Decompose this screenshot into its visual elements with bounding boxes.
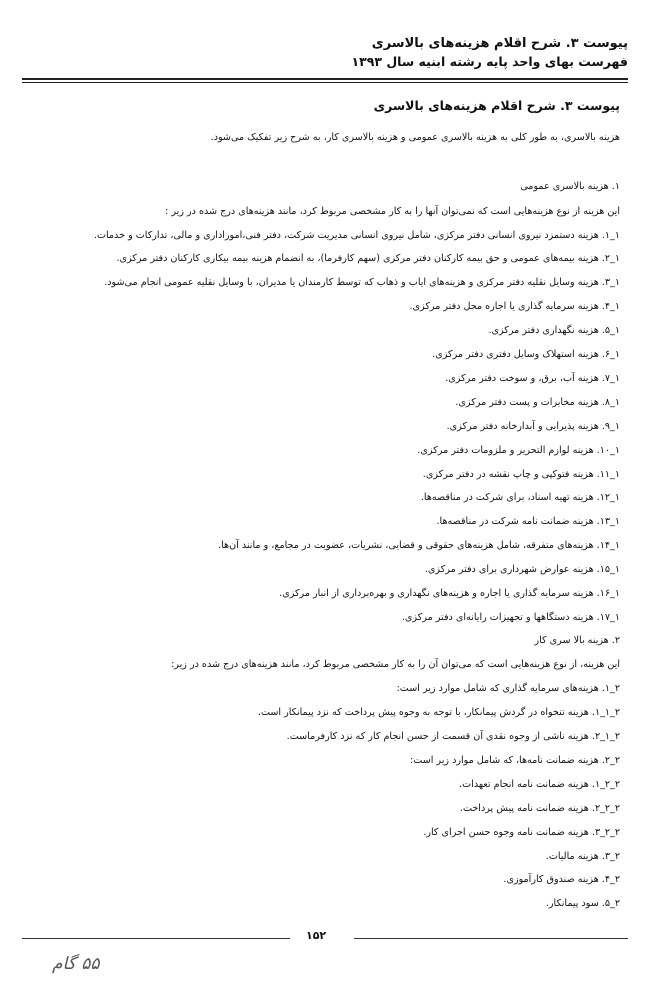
list-item: ۲_۴. هزینه صندوق کارآموزی. [503,874,620,885]
list-item: ۱_۷. هزینه آب، برق، و سوخت دفتر مرکزی. [445,373,620,384]
list-item: ۲_۲. هزینه ضمانت نامه‌ها، که شامل موارد زیر است: [410,755,620,766]
list-item: ۱_۲. هزینه بیمه‌های عمومی و حق بیمه کارکنان دفتر مرکزی (سهم کارفرما)، به انضمام هزینه بیمه بیکاری کارکنان دفتر مرکزی. [116,253,620,264]
page-number: ۱۵۲ [306,929,327,942]
list-item: ۱_۱۷. هزینه دستگاهها و تجهیزات رایانه‌ای دفتر مرکزی. [401,612,620,623]
body-line: این هزینه، از نوع هزینه‌هایی است که می‌توان آن را به کار مشخصی مربوط کرد، مانند هزینه‌های درج شده در زیر: [171,659,620,670]
list-item: ۲_۲_۲. هزینه ضمانت نامه پیش پرداخت. [459,803,620,814]
list-item: ۲_۵. سود پیمانکار. [545,898,620,909]
list-item: ۱_۱۴. هزینه‌های متفرقه، شامل هزینه‌های حقوقی و قضایی، نشریات، عضویت در مجامع، و مانند آن‌ها. [218,540,620,551]
header-rule [22,78,628,80]
list-item: ۲_۱. هزینه‌های سرمایه گذاری که شامل موارد زیر است: [396,683,620,694]
list-item: ۱_۸. هزینه مخابرات و پست دفتر مرکزی. [455,397,620,408]
list-item: ۱_۱۱. هزینه فتوکپی و چاپ نقشه در دفتر مرکزی. [422,469,620,480]
intro-paragraph: هزینه بالاسری، به طور کلی به هزینه بالاسری عمومی و هزینه بالاسری کار، به شرح زیر تفکیک می‌شود. [210,132,620,143]
handwritten-note: ۵۵ گام [52,954,100,974]
list-item: ۱_۹. هزینه پذیرایی و آبدارخانه دفتر مرکزی. [446,421,620,432]
list-item: ۱_۱۳. هزینه ضمانت نامه شرکت در مناقصه‌ها. [436,516,620,527]
list-item: ۱_۱۵. هزینه عوارض شهرداری برای دفتر مرکزی. [424,564,620,575]
heading-work-overhead: ۲. هزینه بالا سری کار [534,635,620,646]
header-rule-thin [22,82,628,83]
list-item: ۱_۱. هزینه دستمزد نیروی انسانی دفتر مرکزی، شامل نیروی انسانی مدیریت شرکت، دفتر فنی،اموراداری و مالی، تدارکات و خدمات. [93,230,620,241]
list-item: ۲_۲_۳. هزینه ضمانت نامه وجوه حسن اجرای کار. [423,827,620,838]
list-item: ۲_۲_۱. هزینه ضمانت نامه انجام تعهدات. [459,779,620,790]
header-title: پیوست ۳. شرح اقلام هزینه‌های بالاسری [371,36,628,51]
footer-rule-left [22,938,290,939]
body-line: این هزینه از نوع هزینه‌هایی است که نمی‌توان آنها را به کار مشخصی مربوط کرد، مانند هزینه‌های درج شده در زیر : [165,206,620,217]
section-title: پیوست ۳. شرح اقلام هزینه‌های بالاسری [373,98,620,113]
list-item: ۱_۱۶. هزینه سرمایه گذاری یا اجاره و هزینه‌های نگهداری و بهره‌برداری از انبار مرکزی. [279,588,620,599]
header-subtitle: فهرست بهای واحد پایه رشته ابنیه سال ۱۳۹۳ [351,54,628,69]
list-item: ۱_۱۰. هزینه لوازم التحریر و ملزومات دفتر مرکزی. [417,445,620,456]
list-item: ۱_۶. هزینه استهلاک وسایل دفتری دفتر مرکزی. [432,349,620,360]
list-item: ۱_۴. هزینه سرمایه گذاری یا اجاره محل دفتر مرکزی. [409,301,620,312]
list-item: ۱_۱۲. هزینه تهیه اسناد، برای شرکت در مناقصه‌ها. [420,492,620,503]
list-item: ۲_۱_۱. هزینه تنخواه در گردش پیمانکار، با توجه به وجوه پیش پرداخت که نزد پیمانکار است. [257,707,620,718]
list-item: ۱_۵. هزینه نگهداری دفتر مرکزی. [488,325,620,336]
footer-rule-right [354,938,628,939]
heading-general-overhead: ۱. هزینه بالاسری عمومی [520,181,620,192]
list-item: ۲_۱_۲. هزینه ناشی از وجوه نقدی آن قسمت از حسن انجام کار که نزد کارفرماست. [286,731,620,742]
list-item: ۲_۳. هزینه مالیات. [545,851,620,862]
list-item: ۱_۳. هزینه وسایل نقلیه دفتر مرکزی و هزینه‌های ایاب و ذهاب که توسط کارمندان یا مدیران، با وسایل نقلیه عمومی انجام می‌شود. [104,277,620,288]
